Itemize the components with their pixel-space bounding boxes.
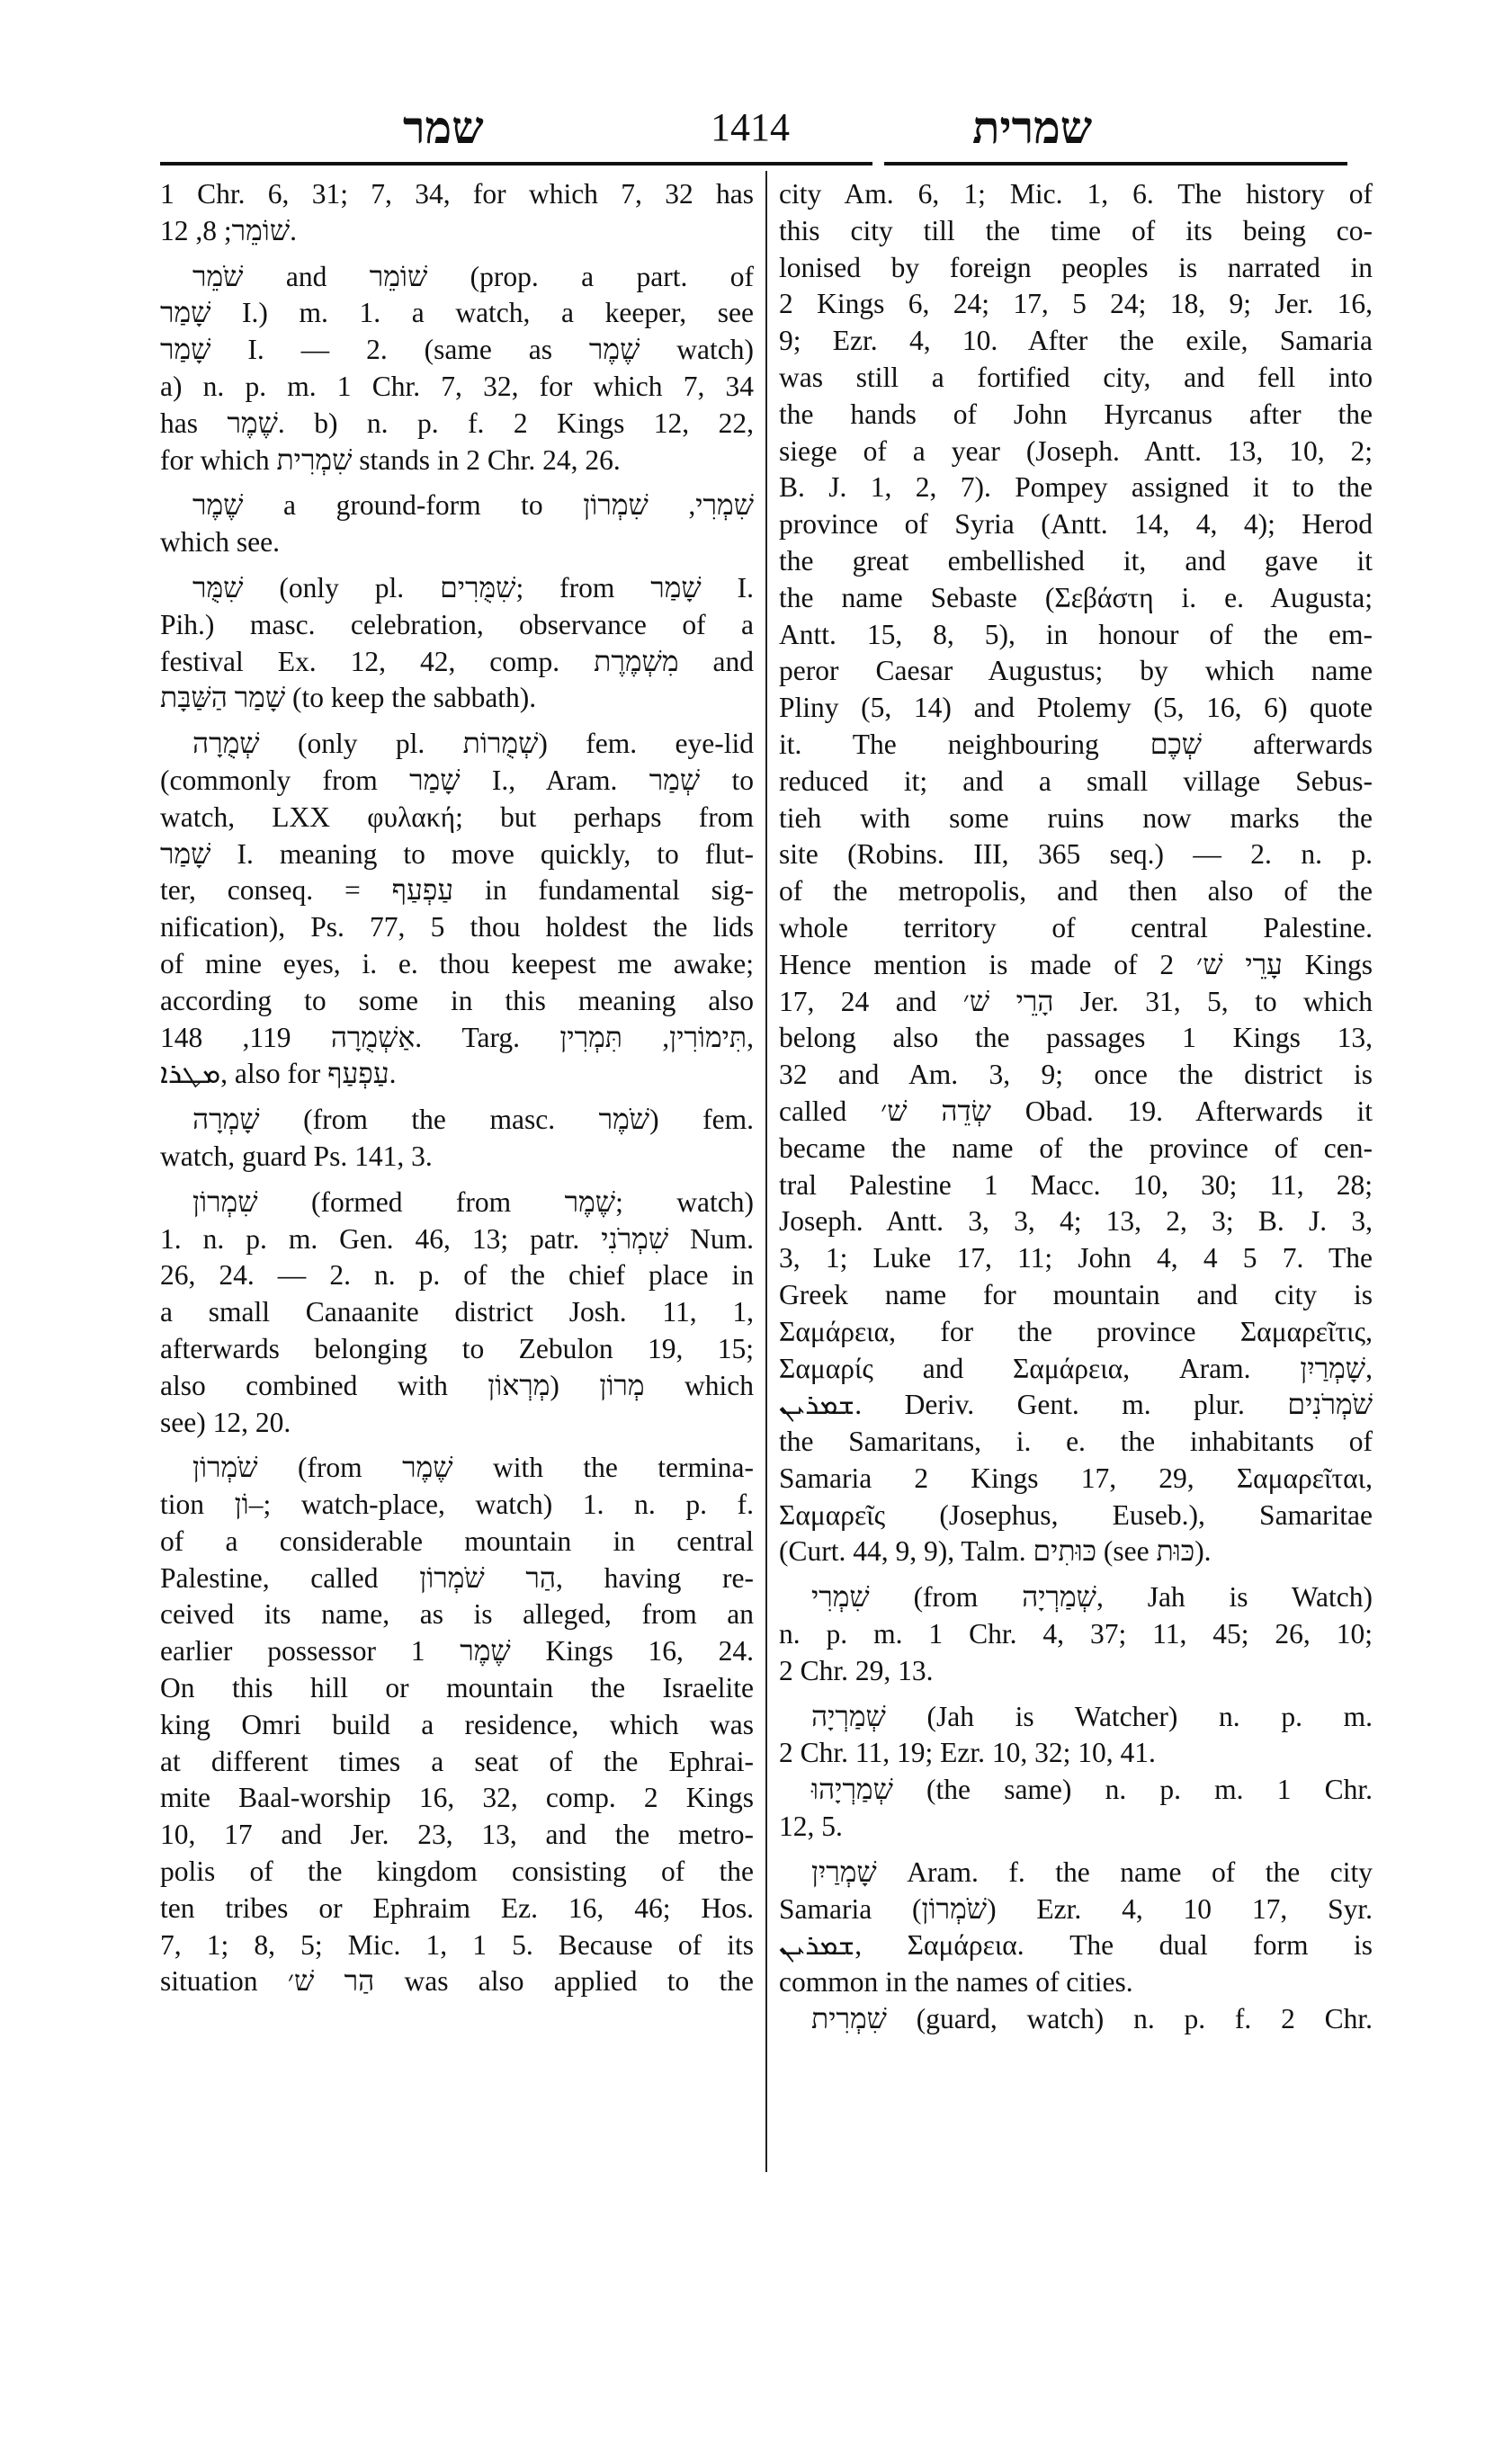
- entry-headword-line: שָׁמְרָה (from the masc. שֹׁמֶר) fem.: [192, 1104, 754, 1136]
- entry-text-line: the name Sebaste (Σεβάστη i. e. Augusta;: [779, 581, 1373, 613]
- entry-headword-line: שֶׁמֶר a ground-form to שִׁמְרִי, שִׁמְרוֹן: [192, 489, 754, 522]
- entry-text-line: 2 Chr. 11, 19; Ezr. 10, 32; 10, 41.: [779, 1737, 1156, 1769]
- entry-text-line: שָׁמַר I. meaning to move quickly, to flut-: [160, 837, 754, 870]
- entry-text-line: Σαμάρεια, for the province Σαμαρεῖτις,: [779, 1315, 1373, 1347]
- entry-text-line: belong also the passages 1 Kings 13,: [779, 1022, 1373, 1054]
- entry-text-line: Hence mention is made of עָרֵי שׁ׳ 2 Kings: [779, 948, 1373, 980]
- left-column: [160, 176, 754, 2000]
- entry-text-line: site (Robins. III, 365 seq.) — 2. n. p.: [779, 838, 1373, 871]
- entry-text-line: watch, guard Ps. 141, 3.: [160, 1140, 433, 1172]
- entry-text-line: became the name of the province of cen-: [779, 1131, 1373, 1164]
- entry-text-line: the Samaritans, i. e. the inhabitants of: [779, 1426, 1373, 1458]
- entry-text-line: peror Caesar Augustus; by which name: [779, 655, 1373, 687]
- entry-text-line: afterwards belonging to Zebulon 19, 15;: [160, 1332, 754, 1364]
- entry-text-line: 10, 17 and Jer. 23, 13, and the metro-: [160, 1819, 754, 1851]
- entry-text-line: Samaria (שֹׁמְרוֹן) Ezr. 4, 10 17, Syr.: [779, 1892, 1373, 1925]
- entry-text-line: שָׁמַר I.) m. 1. a watch, a keeper, see: [160, 297, 754, 329]
- entry-text-line: it. The neighbouring שְׁכֶם afterwards: [779, 728, 1373, 760]
- entry-text-line: nification), Ps. 77, 5 thou holdest the lids: [160, 911, 754, 943]
- entry-headword-line: שֹׁמְרוֹן (from שֶׁמֶר with the termina-: [192, 1452, 754, 1484]
- entry-headword-line: שָׁמְרַיִן Aram. f. the name of the city: [811, 1855, 1373, 1888]
- entry-text-line: at different times a seat of the Ephrai-: [160, 1745, 754, 1777]
- entry-headword-line: שְׁמֻרָה (only pl. שְׁמֻרוֹת) fem. eye-lid: [192, 728, 754, 760]
- entry-text-line: 32 and Am. 3, 9; once the district is: [779, 1059, 1373, 1091]
- entry-text-line: lonised by foreign peoples is narrated in: [779, 251, 1373, 283]
- entry-text-line: the hands of John Hyrcanus after the: [779, 398, 1373, 430]
- entry-text-line: 12, 5.: [779, 1811, 843, 1843]
- entry-text-line: province of Syria (Antt. 14, 4, 4); Herod: [779, 508, 1373, 541]
- entry-headword-line: שִׁמְרִי (from שְׁמַרְיָה, Jah is Watch): [811, 1581, 1373, 1614]
- entry-headword-line: שְׁמַרְיָהוּ (the same) n. p. m. 1 Chr.: [811, 1774, 1373, 1806]
- entry-text-line: Σαμαρίς and Σαμάρεια, Aram. שָׁמְרַיִן,: [779, 1352, 1373, 1384]
- page-header: [160, 101, 1347, 155]
- entry-text-line: n. p. m. 1 Chr. 4, 37; 11, 45; 26, 10;: [779, 1618, 1373, 1650]
- entry-text-line: a) n. p. m. 1 Chr. 7, 32, for which 7, 34: [160, 370, 754, 402]
- entry-text-line: B. J. 1, 2, 7). Pompey assigned it to the: [779, 471, 1373, 504]
- entry-text-line: of a considerable mountain in central: [160, 1525, 754, 1557]
- entry-text-line: ܫܡܪܝܢ. Deriv. Gent. m. plur. שֹׁמְרֹנִים: [779, 1389, 1373, 1421]
- entry-text-line: 2 Kings 6, 24; 17, 5 24; 18, 9; Jer. 16,: [779, 288, 1373, 320]
- entry-text-line: Joseph. Antt. 3, 3, 4; 13, 2, 3; B. J. 3,: [779, 1205, 1373, 1238]
- entry-text-line: watch, LXX φυλακή; but perhaps from: [160, 800, 754, 833]
- entry-text-line: Antt. 15, 8, 5), in honour of the em-: [779, 618, 1373, 650]
- entry-text-line: the great embellished it, and gave it: [779, 544, 1373, 577]
- entry-text-line: of mine eyes, i. e. thou keepest me awake;: [160, 947, 754, 979]
- entry-text-line: city Am. 6, 1; Mic. 1, 6. The history of: [779, 178, 1373, 210]
- entry-text-line: earlier possessor שֶׁמֶר 1 Kings 16, 24.: [160, 1635, 754, 1668]
- entry-text-line: (Curt. 44, 9, 9), Talm. כּוּתִים (see כּוּת).: [779, 1535, 1212, 1568]
- entry-text-line: reduced it; and a small village Sebus-: [779, 765, 1373, 797]
- entry-text-line: Samaria 2 Kings 17, 29, Σαμαρεῖται,: [779, 1462, 1373, 1494]
- entry-text-line: שׁוֹמֵר; 8, 12.: [160, 214, 298, 246]
- entry-text-line: tral Palestine 1 Macc. 10, 30; 11, 28;: [779, 1168, 1373, 1201]
- entry-text-line: called שְׂדֵה שׁ׳ Obad. 19. Afterwards it: [779, 1095, 1373, 1127]
- header-rule-right: [884, 162, 1347, 165]
- entry-text-line: mite Baal-worship 16, 32, comp. 2 Kings: [160, 1782, 754, 1814]
- entry-text-line: 17, 24 and הָרֵי שׁ׳ Jer. 31, 5, to which: [779, 985, 1373, 1017]
- entry-headword-line: שִׁמְרִית (guard, watch) n. p. f. 2 Chr.: [811, 2003, 1373, 2035]
- entry-text-line: of the metropolis, and then also of the: [779, 875, 1373, 908]
- entry-headword-line: שִׁמֻּר (only pl. שִׁמֻּרִים; from שָׁמַר I.: [192, 571, 754, 604]
- entry-text-line: 3, 1; Luke 17, 11; John 4, 4 5 7. The: [779, 1242, 1373, 1274]
- entry-text-line: this city till the time of its being co-: [779, 214, 1373, 246]
- entry-text-line: Greek name for mountain and city is: [779, 1278, 1373, 1310]
- entry-text-line: festival Ex. 12, 42, comp. מִשְׁמֶרֶת and: [160, 645, 754, 677]
- right-running-headword: שמרית: [972, 101, 1093, 154]
- entry-text-line: 2 Chr. 29, 13.: [779, 1654, 934, 1686]
- entry-text-line: see) 12, 20.: [160, 1406, 291, 1438]
- entry-text-line: (commonly from שָׁמַר I., Aram. שְׁמַר to: [160, 764, 754, 796]
- entry-headword-line: שְׁמַרְיָה (Jah is Watcher) n. p. m.: [811, 1700, 1373, 1732]
- entry-text-line: ܫܡܪܝܢ, Σαμάρεια. The dual form is: [779, 1929, 1373, 1962]
- entry-text-line: ceived its name, as is alleged, from an: [160, 1598, 754, 1631]
- entry-text-line: also combined with מְרוֹן (מְרְאוֹן which: [160, 1369, 754, 1401]
- entry-text-line: ܡܛܪܐ, also for עַפְעַף.: [160, 1058, 397, 1090]
- entry-headword-line: שִׁמְרוֹן (formed from שֶׁמֶר; watch): [192, 1185, 754, 1218]
- entry-text-line: king Omri build a residence, which was: [160, 1708, 754, 1740]
- entry-text-line: which see.: [160, 526, 280, 559]
- entry-text-line: a small Canaanite district Josh. 11, 1,: [160, 1296, 754, 1328]
- entry-text-line: tion וֹן–; watch-place, watch) 1. n. p. f.: [160, 1489, 754, 1521]
- entry-text-line: שָׁמַר I. — 2. (same as שֶׁמֶר watch): [160, 334, 754, 366]
- entry-text-line: Pliny (5, 14) and Ptolemy (5, 16, 6) quote: [779, 692, 1373, 724]
- page-number: 1414: [711, 105, 790, 149]
- entry-text-line: 7, 1; 8, 5; Mic. 1, 1 5. Because of its: [160, 1928, 754, 1961]
- column-divider: [765, 171, 767, 2172]
- entry-text-line: whole territory of central Palestine.: [779, 911, 1373, 943]
- entry-text-line: has שֶׁמֶר. b) n. p. f. 2 Kings 12, 22,: [160, 407, 754, 439]
- entry-text-line: 1. n. p. m. Gen. 46, 13; patr. שִׁמְרֹנִי Num.: [160, 1222, 755, 1255]
- entry-text-line: Σαμαρεῖς (Josephus, Euseb.), Samaritae: [779, 1498, 1373, 1531]
- entry-text-line: ten tribes or Ephraim Ez. 16, 46; Hos.: [160, 1891, 754, 1924]
- entry-text-line: common in the names of cities.: [779, 1966, 1133, 1998]
- header-rule-left: [160, 162, 872, 165]
- entry-text-line: for which שִׁמְרִית stands in 2 Chr. 24, 26.: [160, 443, 621, 476]
- entry-text-line: 1 Chr. 6, 31; 7, 34, for which 7, 32 has: [160, 178, 754, 210]
- entry-text-line: Palestine, called הַר שֹׁמְרוֹן, having re-: [160, 1561, 754, 1594]
- left-running-headword: שמר: [403, 101, 484, 154]
- entry-text-line: On this hill or mountain the Israelite: [160, 1672, 754, 1704]
- entry-headword-line: שֹׁמֵר and שׁוֹמֵר (prop. a part. of: [192, 260, 754, 292]
- entry-text-line: according to some in this meaning also: [160, 984, 754, 1016]
- entry-text-line: was still a fortified city, and fell into: [779, 361, 1373, 393]
- entry-text-line: אַשְׁמֻרָה 119, 148. Targ. תִּימוֹרִין, תִּמְרִין,: [160, 1021, 754, 1053]
- entry-text-line: ter, conseq. = עַפְעַף in fundamental sig-: [160, 874, 754, 907]
- right-column: [768, 176, 1373, 2038]
- entry-text-line: polis of the kingdom consisting of the: [160, 1855, 754, 1888]
- entry-text-line: 26, 24. — 2. n. p. of the chief place in: [160, 1259, 754, 1292]
- entry-text-line: situation הַר שׁ׳ was also applied to the: [160, 1965, 755, 1998]
- entry-text-line: siege of a year (Joseph. Antt. 13, 10, 2;: [779, 434, 1373, 467]
- entry-text-line: שָׁמַר הַשַּׁבָּת (to keep the sabbath).: [160, 682, 537, 714]
- entry-text-line: tieh with some ruins now marks the: [779, 801, 1373, 834]
- entry-text-line: 9; Ezr. 4, 10. After the exile, Samaria: [779, 325, 1373, 357]
- entry-text-line: Pih.) masc. celebration, observance of a: [160, 608, 754, 640]
